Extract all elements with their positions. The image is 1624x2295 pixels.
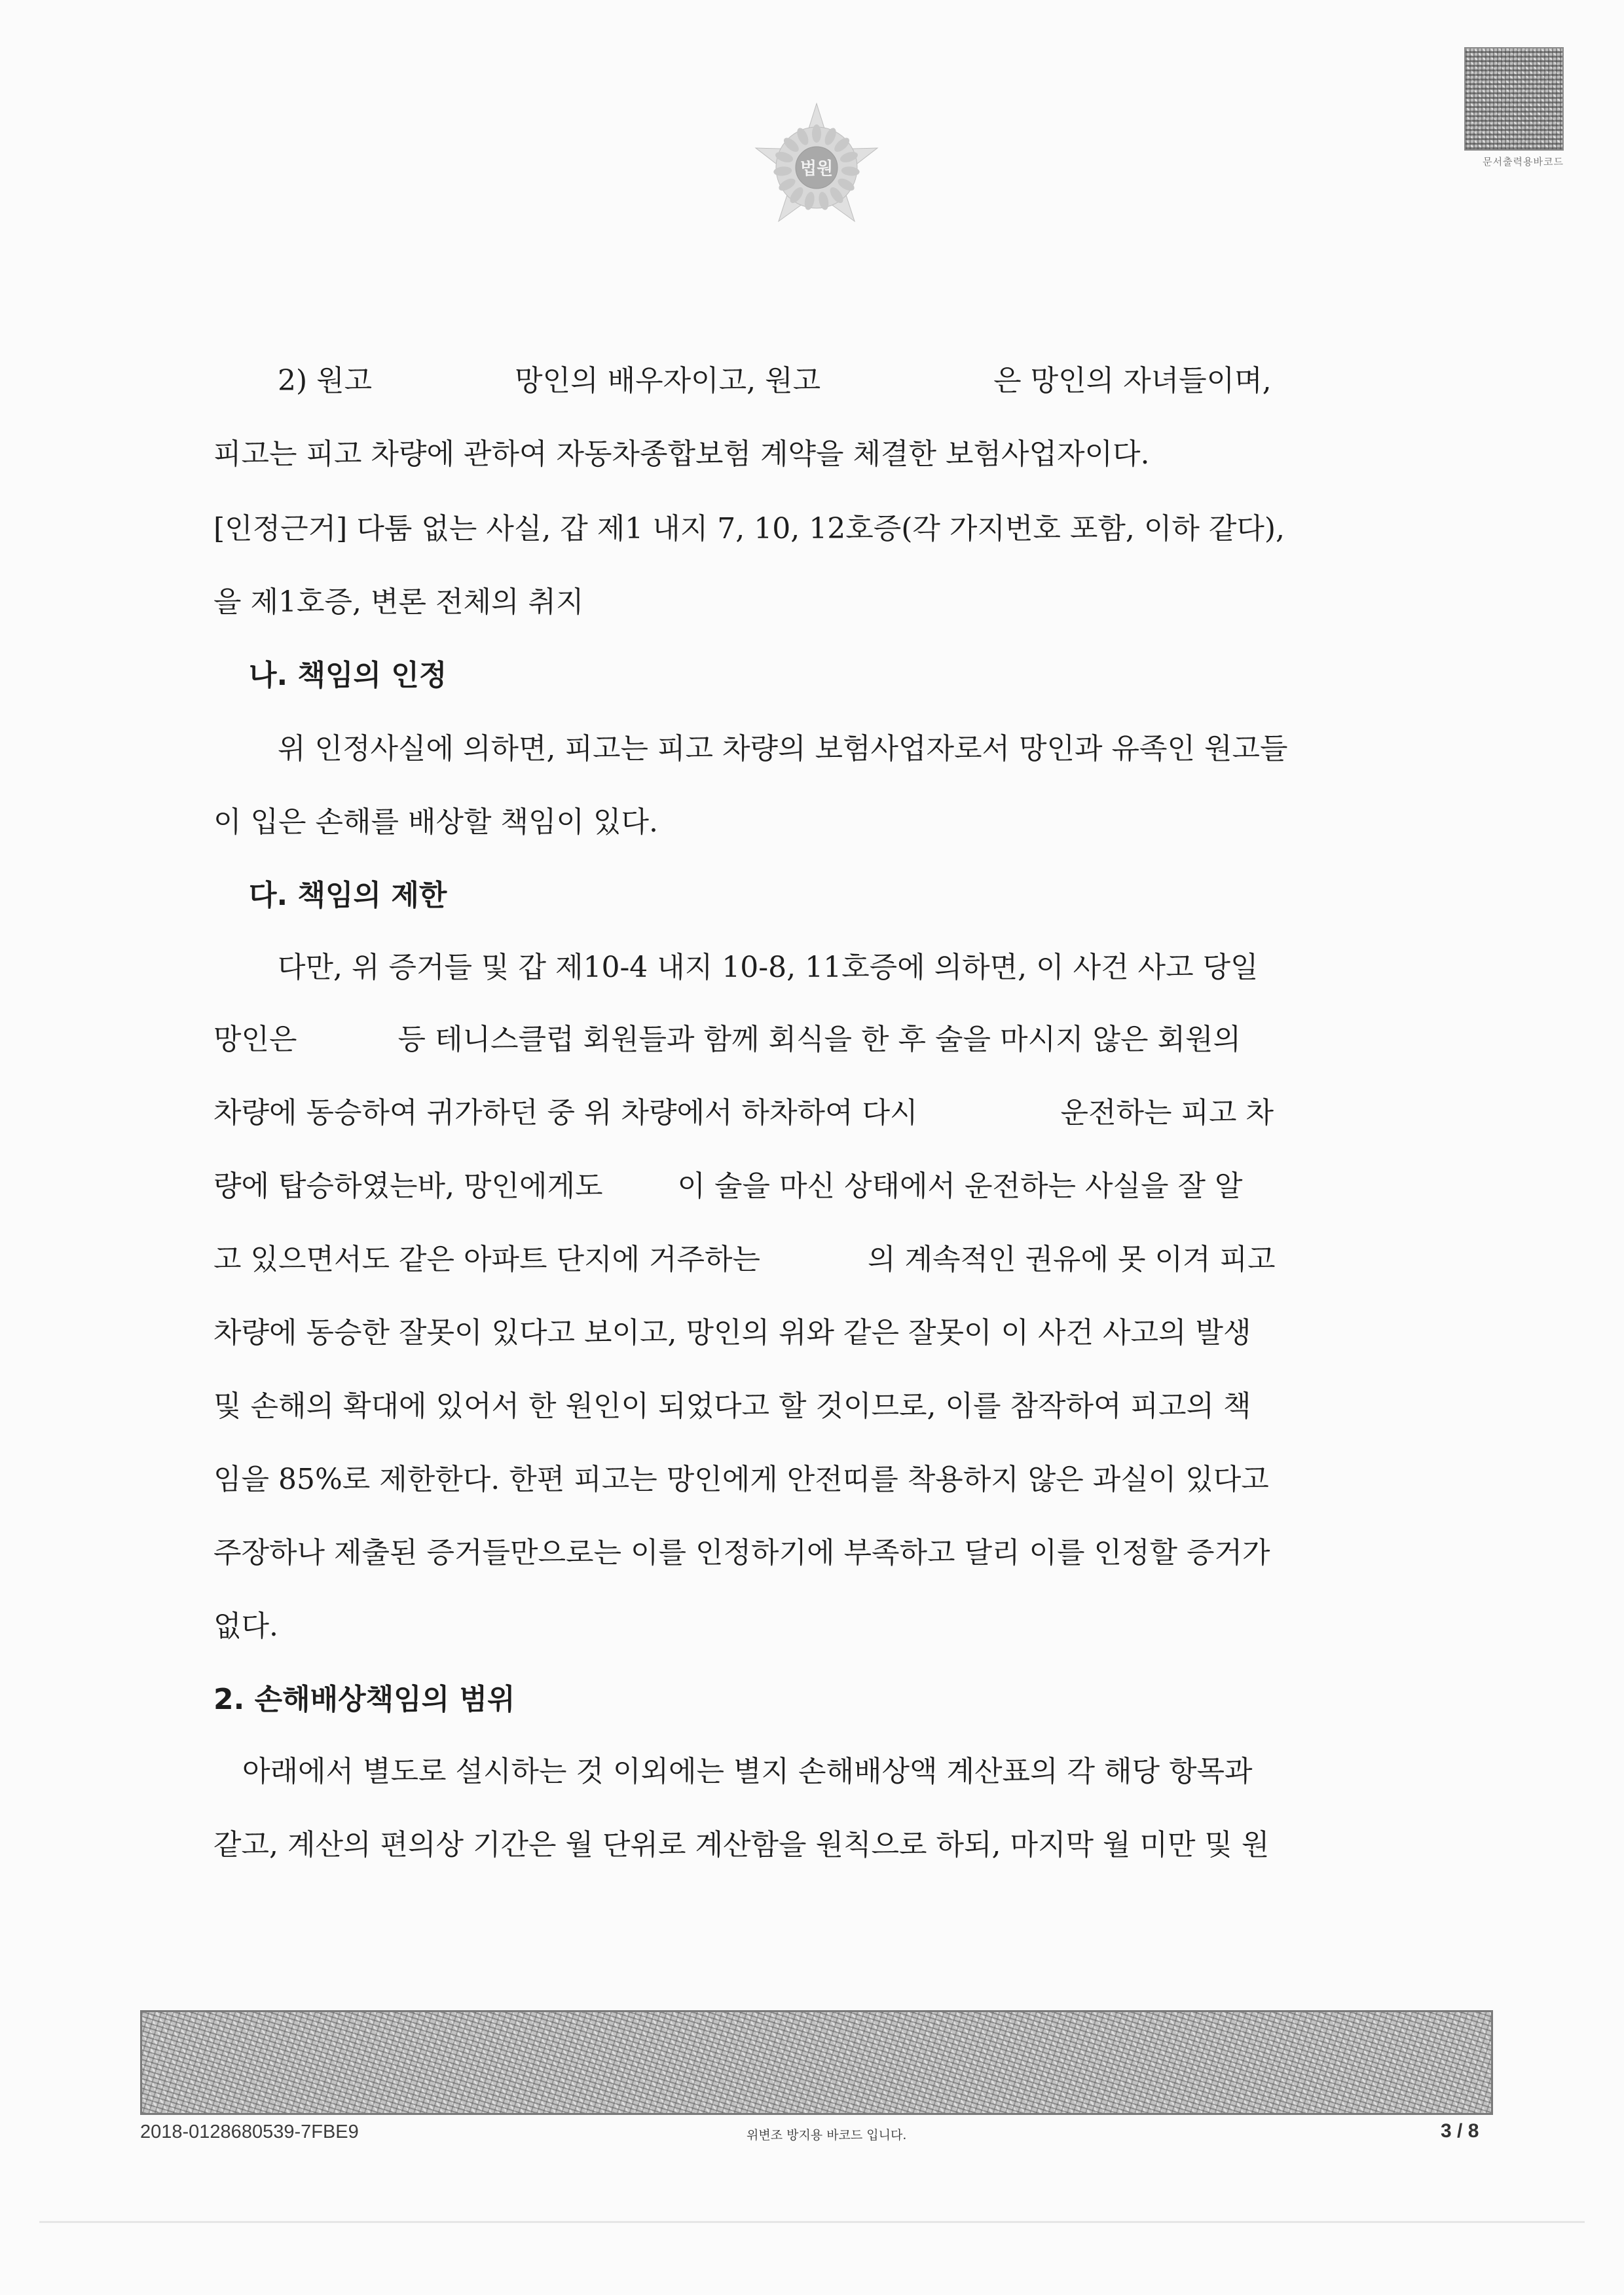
text-line: 위 인정사실에 의하면, 피고는 피고 차량의 보험사업자로서 망인과 유족인 원고들: [278, 732, 1288, 765]
text-line: 아래에서 별도로 설시하는 것 이외에는 별지 손해배상액 계산표의 각 해당 항목과: [242, 1755, 1253, 1788]
barcode-image: [1464, 47, 1564, 151]
text-line: 망인은 등 테니스클럽 회원들과 함께 회식을 한 후 술을 마시지 않은 회원의: [213, 1023, 1241, 1056]
text-line: 2) 원고 망인의 배우자이고, 원고 은 망인의 자녀들이며,: [278, 364, 1272, 397]
section-heading: 2. 손해배상책임의 범위: [213, 1683, 515, 1716]
text-line: 차량에 동승한 잘못이 있다고 보이고, 망인의 위와 같은 잘못이 이 사건 사고의 발생: [213, 1316, 1251, 1349]
barcode-caption: 문서출력용바코드: [1483, 156, 1564, 168]
section-heading: 다. 책임의 제한: [249, 879, 447, 912]
svg-text:법원: 법원: [800, 159, 834, 179]
section-heading: 나. 책임의 인정: [249, 659, 447, 692]
redaction: [927, 1102, 1051, 1128]
text-line: 없다.: [213, 1609, 278, 1643]
text-line: 이 입은 손해를 배상할 책임이 있다.: [213, 805, 658, 839]
text-line: 량에 탑승하였는바, 망인에게도 이 술을 마신 상태에서 운전하는 사실을 잘 알: [213, 1169, 1243, 1203]
text-line: [인정근거] 다툼 없는 사실, 갑 제1 내지 7, 10, 12호증(각 가지번호 포함, 이하 같다),: [213, 512, 1285, 545]
barcode-note: 위변조 방지용 바코드 입니다.: [747, 2128, 907, 2142]
redaction: [306, 1029, 398, 1055]
anti-forgery-barcode: [140, 2010, 1493, 2115]
text-line: 주장하나 제출된 증거들만으로는 이를 인정하기에 부족하고 달리 이를 인정할 증거가: [213, 1536, 1270, 1570]
scan-edge-divider: [39, 2221, 1585, 2223]
text-line: 차량에 동승하여 귀가하던 중 위 차량에서 하차하여 다시 운전하는 피고 차: [213, 1096, 1274, 1129]
text-line: 을 제1호증, 변론 전체의 취지: [213, 585, 584, 619]
redaction: [381, 370, 506, 396]
text-line: 같고, 계산의 편의상 기간은 월 단위로 계산함을 원칙으로 하되, 마지막 월 미만 및 원: [213, 1828, 1270, 1862]
text-line: 다만, 위 증거들 및 갑 제10-4 내지 10-8, 11호증에 의하면, 이 사건 사고 당일: [278, 951, 1259, 984]
court-emblem-icon: [748, 97, 885, 234]
page-number: 3 / 8: [1441, 2120, 1479, 2142]
document-barcode: [1464, 47, 1564, 172]
redaction: [830, 370, 993, 396]
redaction: [612, 1175, 678, 1202]
text-line: 피고는 피고 차량에 관하여 자동차종합보험 계약을 체결한 보험사업자이다.: [213, 437, 1150, 471]
redaction: [769, 1249, 868, 1275]
text-line: 고 있으면서도 같은 아파트 단지에 거주하는 의 계속적인 권유에 못 이겨 피고: [213, 1243, 1276, 1276]
text-line: 및 손해의 확대에 있어서 한 원인이 되었다고 할 것이므로, 이를 참작하여 피고의 책: [213, 1389, 1251, 1423]
document-id: 2018-0128680539-7FBE9: [140, 2121, 359, 2142]
text-line: 임을 85%로 제한한다. 한편 피고는 망인에게 안전띠를 착용하지 않은 과실이 있다고: [213, 1463, 1269, 1496]
